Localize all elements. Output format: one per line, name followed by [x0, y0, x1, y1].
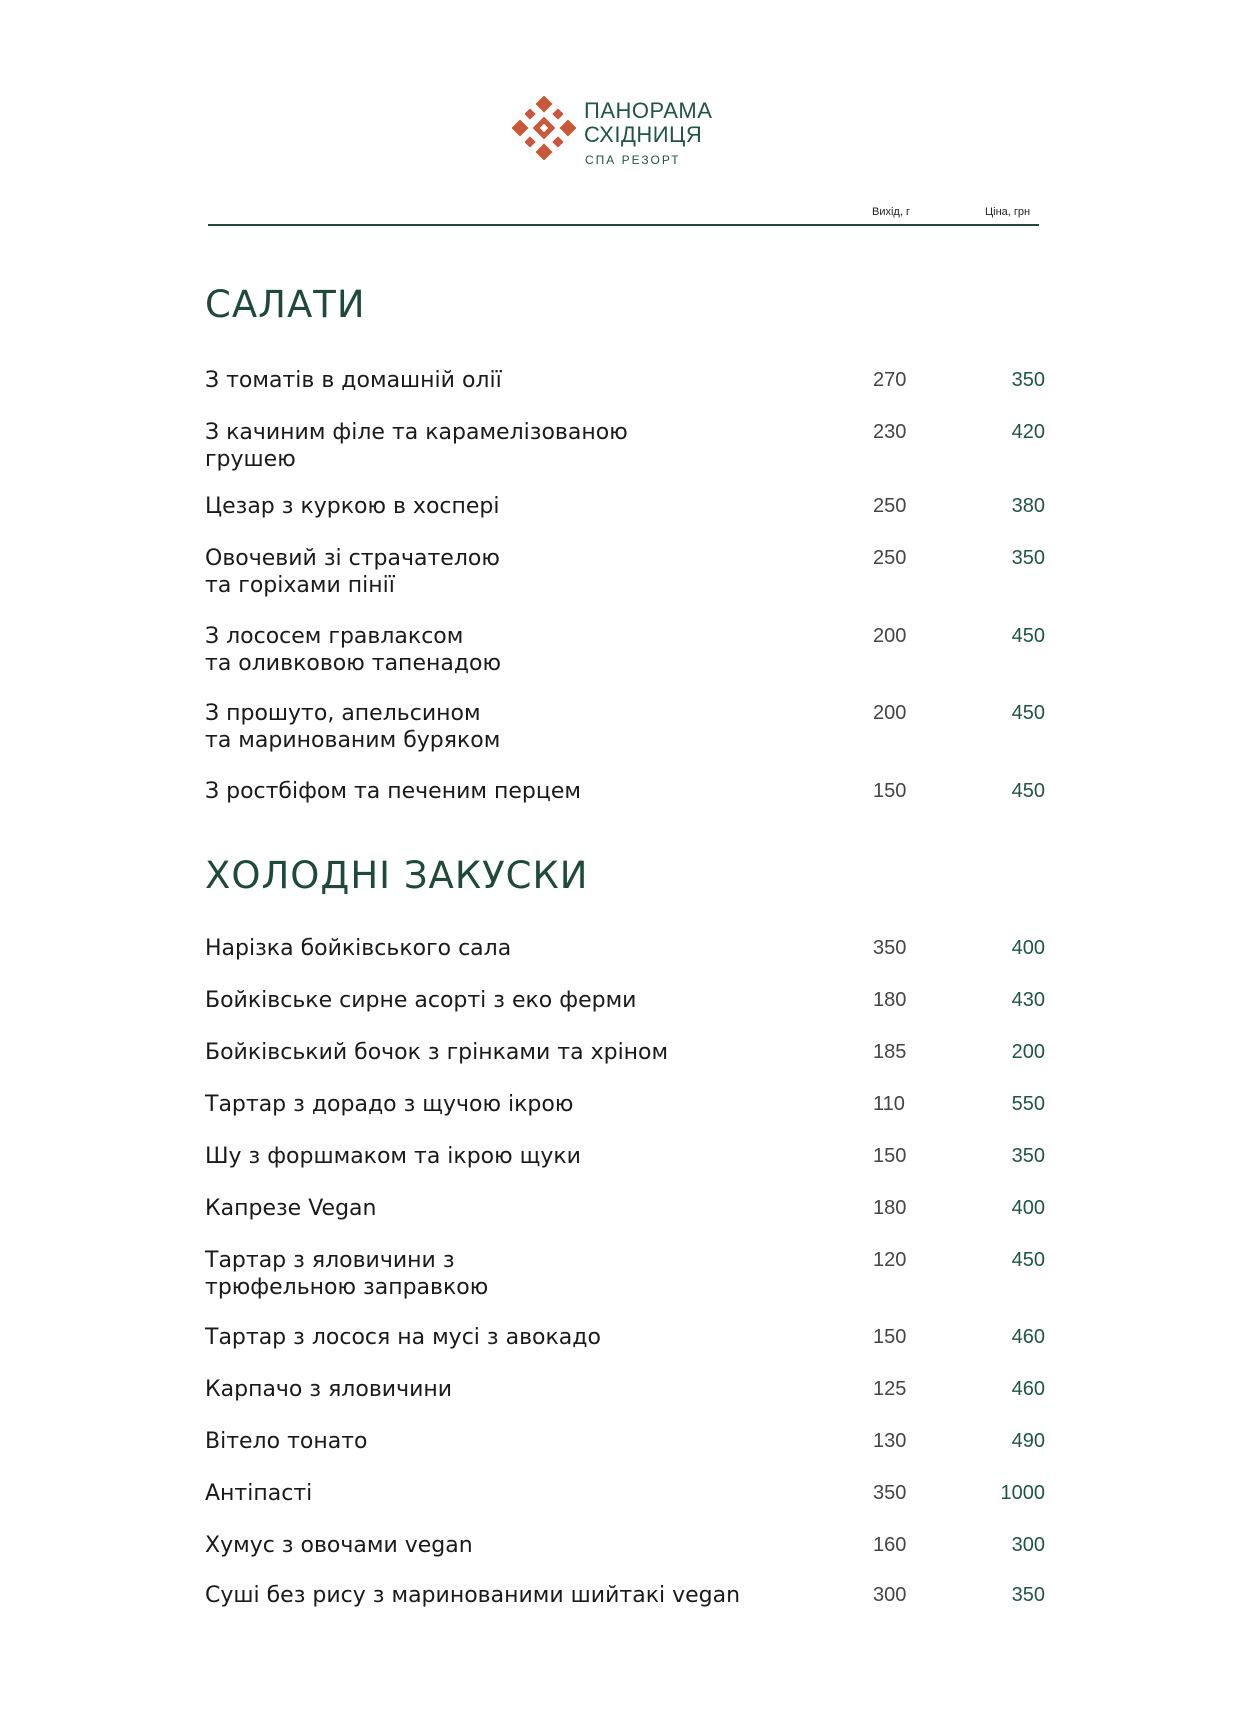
menu-item-price: 450	[1011, 1249, 1045, 1271]
menu-item-price: 450	[1011, 702, 1045, 724]
menu-item-weight: 110	[873, 1093, 905, 1115]
header-divider	[208, 224, 1039, 226]
menu-item-name: Цезар з куркою в хоспері	[205, 494, 500, 519]
menu-item-weight: 270	[873, 369, 907, 391]
menu-item-weight: 125	[873, 1378, 907, 1400]
menu-item-name: З ростбіфом та печеним перцем	[205, 779, 581, 804]
menu-item-price: 400	[1011, 937, 1045, 959]
brand-logo	[512, 96, 732, 171]
menu-item-weight: 250	[873, 495, 907, 517]
menu-item-price: 380	[1011, 495, 1045, 517]
menu-item-price: 350	[1011, 1145, 1045, 1167]
column-header-yield: Вихід, г	[872, 206, 910, 218]
menu-item-name: Тартар з лосося на мусі з авокадо	[205, 1325, 601, 1350]
menu-item-price: 460	[1011, 1378, 1045, 1400]
menu-item-name: З качиним філе та карамелізованою грушею	[205, 420, 628, 472]
menu-item-weight: 180	[873, 1197, 907, 1219]
menu-item-weight: 180	[873, 989, 907, 1011]
brand-name-line2: СХІДНИЦЯ	[584, 122, 703, 147]
menu-item-name: Овочевий зі страчателою та горіхами пінії	[205, 546, 500, 598]
menu-item-weight: 150	[873, 780, 907, 802]
menu-item-weight: 160	[873, 1534, 907, 1556]
menu-item-price: 1000	[1000, 1482, 1045, 1504]
menu-item-price: 200	[1011, 1041, 1045, 1063]
menu-item-weight: 300	[873, 1584, 907, 1606]
menu-item-name: Вітело тонато	[205, 1429, 368, 1454]
menu-item-price: 550	[1011, 1093, 1045, 1115]
menu-item-price: 350	[1011, 369, 1045, 391]
menu-item-name: Тартар з яловичини з трюфельною заправкою	[205, 1248, 489, 1300]
ornament-logo-icon	[512, 96, 576, 160]
menu-item-name: Тартар з дорадо з щучою ікрою	[205, 1092, 574, 1117]
section-title: САЛАТИ	[205, 283, 366, 326]
menu-item-name: Хумус з овочами vegan	[205, 1533, 473, 1558]
menu-item-price: 430	[1011, 989, 1045, 1011]
section-title: ХОЛОДНІ ЗАКУСКИ	[205, 854, 589, 897]
menu-item-weight: 150	[873, 1145, 907, 1167]
menu-item-price: 400	[1011, 1197, 1045, 1219]
menu-item-weight: 230	[873, 421, 907, 443]
menu-item-price: 350	[1011, 547, 1045, 569]
menu-item-price: 420	[1011, 421, 1045, 443]
menu-item-weight: 120	[873, 1249, 907, 1271]
menu-item-price: 490	[1011, 1430, 1045, 1452]
brand-name-line1: ПАНОРАМА	[584, 98, 713, 123]
menu-item-name: Капрезе Vegan	[205, 1196, 377, 1221]
menu-item-name: Антіпасті	[205, 1481, 313, 1506]
menu-item-price: 350	[1011, 1584, 1045, 1606]
menu-item-price: 450	[1011, 625, 1045, 647]
menu-item-weight: 250	[873, 547, 907, 569]
menu-item-name: Суші без рису з маринованими шийтакі vegan	[205, 1583, 741, 1608]
menu-item-weight: 185	[873, 1041, 907, 1063]
menu-item-weight: 350	[873, 937, 907, 959]
menu-item-name: Шу з форшмаком та ікрою щуки	[205, 1144, 581, 1169]
menu-item-name: З томатів в домашній олії	[205, 368, 502, 393]
brand-tagline: СПА РЕЗОРТ	[585, 153, 681, 167]
menu-item-name: Карпачо з яловичини	[205, 1377, 453, 1402]
menu-item-name: З лососем гравлаксом та оливковою тапенадою	[205, 624, 502, 676]
menu-item-weight: 200	[873, 625, 907, 647]
menu-item-name: Бойківське сирне асорті з еко ферми	[205, 988, 637, 1013]
menu-item-price: 450	[1011, 780, 1045, 802]
menu-item-weight: 130	[873, 1430, 907, 1452]
menu-item-name: Бойківський бочок з грінками та хріном	[205, 1040, 669, 1065]
menu-item-weight: 350	[873, 1482, 907, 1504]
menu-item-name: Нарізка бойківського сала	[205, 936, 512, 961]
menu-item-name: З прошуто, апельсином та маринованим буряком	[205, 701, 501, 753]
menu-item-weight: 200	[873, 702, 907, 724]
menu-item-price: 460	[1011, 1326, 1045, 1348]
menu-item-price: 300	[1011, 1534, 1045, 1556]
menu-item-weight: 150	[873, 1326, 907, 1348]
column-header-price: Ціна, грн	[985, 206, 1031, 218]
